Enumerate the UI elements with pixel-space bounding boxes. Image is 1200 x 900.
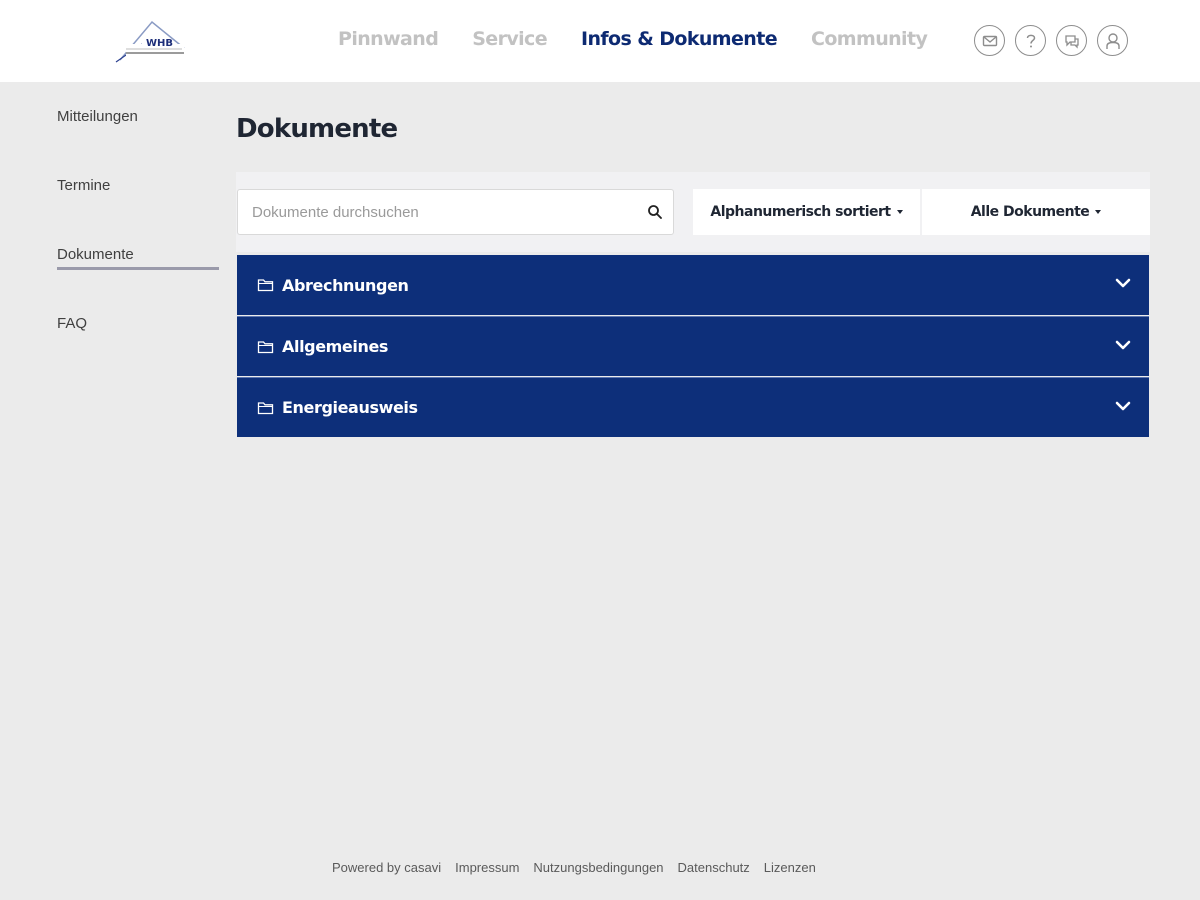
search-icon[interactable] [647,204,663,220]
chevron-down-icon[interactable] [1115,400,1131,412]
footer [332,860,816,875]
sidebar-item-faq[interactable]: FAQ [57,315,88,332]
main-nav [338,28,927,50]
footer-link-datenschutz[interactable]: Datenschutz [677,860,750,875]
sort-dropdown-label: Alphanumerisch sortiert [710,204,891,220]
user-icon[interactable] [1097,25,1128,56]
filter-dropdown[interactable] [922,189,1150,235]
folder-icon [257,401,274,415]
folder-icon [257,340,274,354]
sidebar-item-dokumente[interactable]: Dokumente [57,246,134,263]
folder-row-energieausweis[interactable] [237,377,1149,437]
sidebar-active-indicator [57,267,219,270]
footer-link-nutzungsbedingungen[interactable]: Nutzungsbedingungen [533,860,664,875]
company-logo[interactable] [112,16,192,66]
logo-wordmark: WHB [146,38,174,49]
chevron-down-icon[interactable] [1115,277,1131,289]
sidebar-item-mitteilungen[interactable]: Mitteilungen [57,108,138,125]
mail-icon[interactable] [974,25,1005,56]
sidebar-item-termine[interactable]: Termine [57,177,111,194]
page-title: Dokumente [236,114,398,144]
sort-dropdown[interactable] [693,189,920,235]
nav-item-infos-dokumente[interactable]: Infos & Dokumente [581,28,777,50]
search-box [237,189,674,235]
caret-down-icon [1095,210,1101,214]
nav-item-community[interactable]: Community [811,28,928,50]
folder-list [237,255,1149,438]
search-input[interactable] [238,190,638,234]
folder-row-abrechnungen[interactable] [237,255,1149,315]
footer-link-impressum[interactable]: Impressum [455,860,520,875]
footer-link-lizenzen[interactable]: Lizenzen [763,860,816,875]
caret-down-icon [897,210,903,214]
chat-icon[interactable] [1056,25,1087,56]
help-icon[interactable] [1015,25,1046,56]
folder-label: Allgemeines [282,337,389,356]
folder-label: Abrechnungen [282,275,409,295]
document-toolbar [236,172,1150,252]
powered-by-text: Powered by casavi [332,860,442,875]
nav-item-service[interactable]: Service [472,28,547,50]
header [0,0,1200,82]
nav-item-pinnwand[interactable]: Pinnwand [338,28,439,50]
folder-row-allgemeines[interactable] [237,316,1149,376]
header-icon-group [974,25,1128,56]
chevron-down-icon[interactable] [1115,339,1131,351]
folder-label: Energieausweis [282,398,418,417]
folder-icon [257,278,274,292]
filter-dropdown-label: Alle Dokumente [970,204,1090,220]
